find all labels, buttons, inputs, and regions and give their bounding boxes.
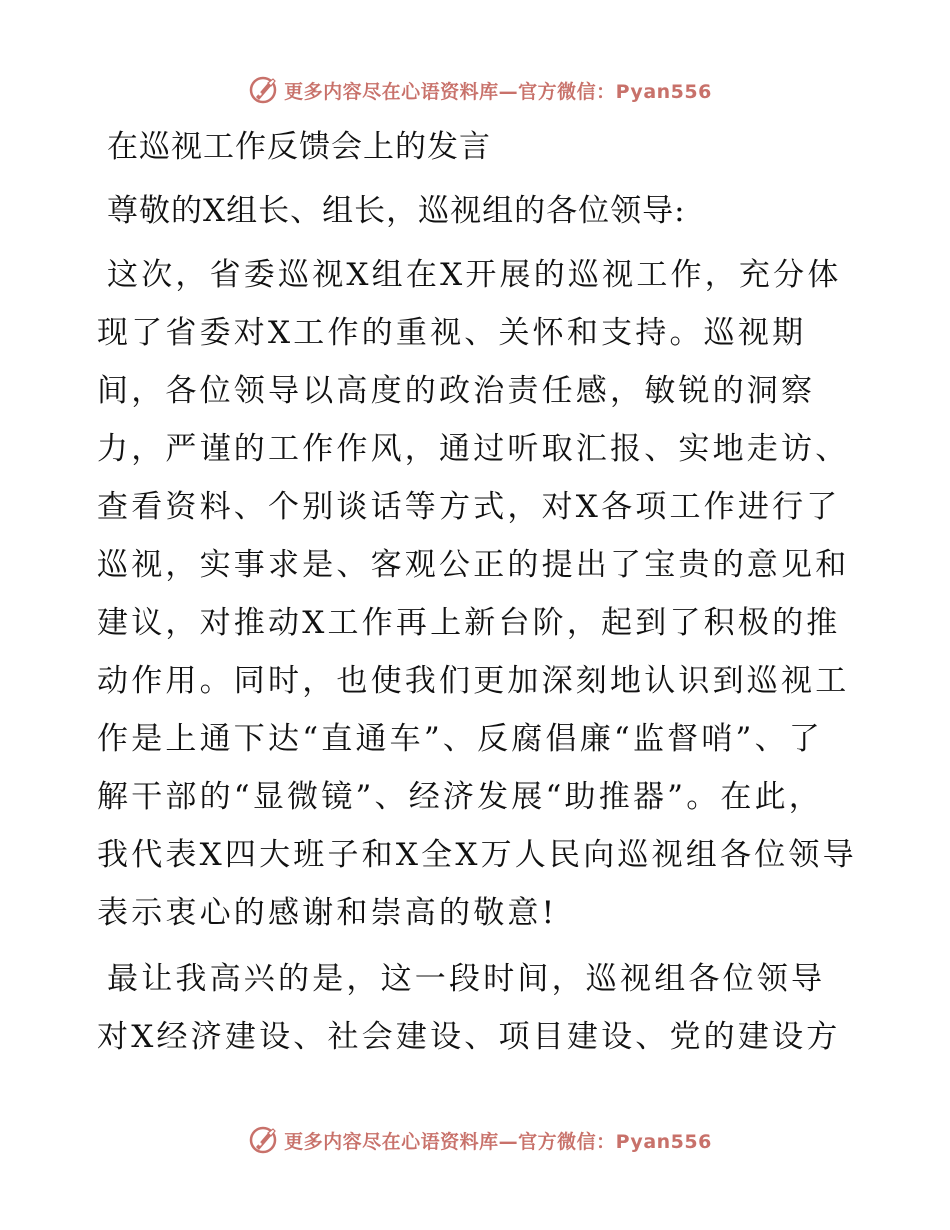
- paragraph: 最让我高兴的是，这一段时间，巡视组各位领导对X经济建设、社会建设、项目建设、党的建设方: [97, 961, 841, 1055]
- document-title: 在巡视工作反馈会上的发言: [107, 129, 491, 165]
- watermark-text: 更多内容尽在心语资料库—官方微信：Pyan556: [284, 1130, 712, 1153]
- watermark-banner-top: [0, 70, 950, 110]
- salutation: 尊敬的X组长、组长，巡视组的各位领导:: [107, 193, 686, 229]
- pen-nib-logo-icon: [248, 1125, 278, 1155]
- watermark-banner-bottom: [0, 1120, 950, 1160]
- pen-nib-logo-icon: [248, 75, 278, 105]
- watermark-text: 更多内容尽在心语资料库—官方微信：Pyan556: [284, 80, 712, 103]
- document-body: [97, 118, 857, 1074]
- paragraph: 这次，省委巡视X组在X开展的巡视工作，充分体现了省委对X工作的重视、关怀和支持。巡视期间，各位领导以高度的政治责任感，敏锐的洞察力，严谨的工作作风，通过听取汇报、实地走访、查看资料、个别谈话等方式，对X各项工作进行了巡视，实事求是、客观公正的提出了宝贵的意见和建议，对推动X工作再上新台阶，起到了积极的推动作用。同时，也使我们更加深刻地认识到巡视工作是上通下达“直通车”、反腐倡廉“监督哨”、了解干部的“显微镜”、经济发展“助推器”。在此，我代表X四大班子和X全X万人民向巡视组各位领导表示衷心的感谢和崇高的敬意!: [97, 257, 857, 931]
